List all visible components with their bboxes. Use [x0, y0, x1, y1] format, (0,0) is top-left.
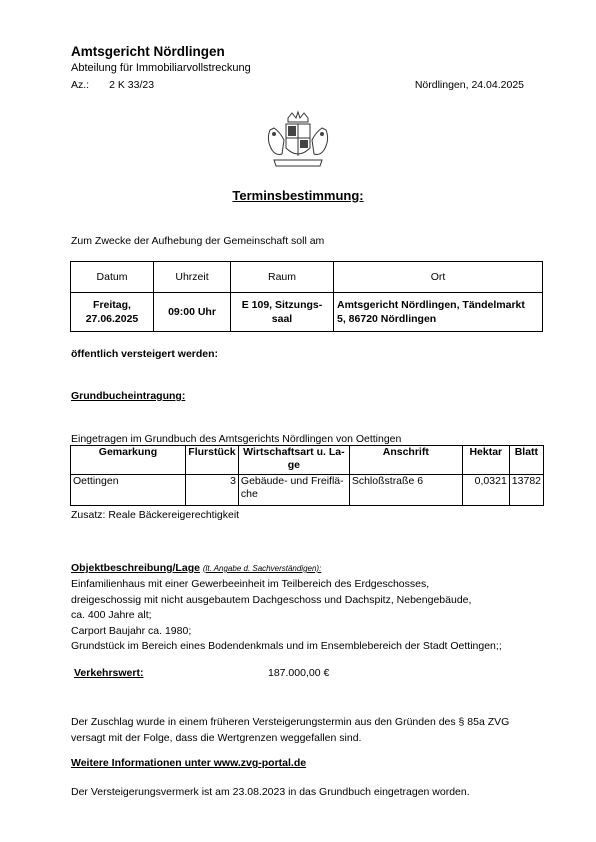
cell-hektar: 0,0321: [462, 475, 509, 506]
header-hektar: Hektar: [462, 446, 509, 475]
land-register-heading: Grundbucheintragung:: [71, 390, 186, 402]
cell-date: Freitag, 27.06.2025: [71, 293, 154, 332]
land-register-table: [70, 445, 544, 506]
object-line: Einfamilienhaus mit einer Gewerbeeinheit im Teilbereich des Erdgeschosses,: [71, 578, 430, 590]
header-wirtschaftsart: Wirtschaftsart u. La- ge: [238, 446, 349, 475]
court-name: Amtsgericht Nördlingen: [71, 44, 225, 59]
object-heading-title: Objektbeschreibung/Lage: [71, 562, 200, 574]
object-heading-source: (lt. Angabe d. Sachverständigen):: [202, 564, 322, 573]
land-register-note: Zusatz: Reale Bäckereigerechtigkeit: [71, 509, 240, 521]
header-gemarkung: Gemarkung: [71, 446, 186, 475]
cell-time: 09:00 Uhr: [154, 293, 231, 332]
document-title: Terminsbestimmung:: [232, 188, 364, 203]
cell-flurstueck: 3: [185, 475, 238, 506]
header-blatt: Blatt: [509, 446, 543, 475]
object-heading: [71, 562, 321, 574]
header-flurstueck: Flurstück: [185, 446, 238, 475]
header-raum: Raum: [231, 262, 334, 293]
header-datum: Datum: [71, 262, 154, 293]
header-ort: Ort: [334, 262, 543, 293]
table-header-row: [71, 446, 544, 475]
cell-anschrift: Schloßstraße 6: [349, 475, 462, 506]
registration-note: Der Versteigerungsvermerk ist am 23.08.2023 in das Grundbuch eingetragen worden.: [71, 786, 470, 798]
table-header-row: [71, 262, 543, 293]
bavarian-coat-of-arms-icon: [262, 110, 334, 170]
appointment-table: [70, 261, 543, 332]
land-register-text: Eingetragen im Grundbuch des Amtsgerichts Nördlingen von Oettingen: [71, 433, 402, 445]
auction-statement: öffentlich versteigert werden:: [71, 348, 219, 360]
cell-place: Amtsgericht Nördlingen, Tändelmarkt 5, 86720 Nördlingen: [334, 293, 543, 332]
table-row: [71, 475, 544, 506]
case-number-label: Az.:: [71, 79, 90, 91]
object-description: [71, 577, 502, 655]
object-line: ca. 400 Jahre alt;: [71, 609, 152, 621]
department: Abteilung für Immobiliarvollstreckung: [71, 62, 251, 74]
table-row: [71, 293, 543, 332]
zuschlag-text: Der Zuschlag wurde in einem früheren Versteigerungstermin aus den Gründen des § 85a ZVG versagt mit der Folge, dass die Wertgrenzen weggefallen sind.: [71, 716, 510, 744]
case-number: [71, 79, 154, 91]
market-value: 187.000,00 €: [268, 667, 330, 679]
cell-wirtschaftsart: Gebäude- und Freiflä- che: [238, 475, 349, 506]
header-uhrzeit: Uhrzeit: [154, 262, 231, 293]
case-number-value: 2 K 33/23: [109, 79, 155, 91]
object-line: Carport Baujahr ca. 1980;: [71, 624, 192, 637]
further-info-link[interactable]: Weitere Informationen unter www.zvg-portal.de: [71, 757, 307, 769]
market-value-label: Verkehrswert:: [74, 667, 144, 679]
cell-gemarkung: Oettingen: [71, 475, 186, 506]
place-date: Nördlingen, 24.04.2025: [414, 79, 524, 91]
object-line: dreigeschossig mit nicht ausgebautem Dachgeschoss und Dachspitz, Nebengebäude,: [71, 593, 472, 606]
intro-text: Zum Zwecke der Aufhebung der Gemeinschaft soll am: [71, 235, 325, 247]
cell-room: E 109, Sitzungs- saal: [231, 293, 334, 332]
cell-blatt: 13782: [509, 475, 543, 506]
object-line: Grundstück im Bereich eines Bodendenkmals und im Ensemblebereich der Stadt Oettingen;;: [71, 640, 502, 652]
header-anschrift: Anschrift: [349, 446, 462, 475]
